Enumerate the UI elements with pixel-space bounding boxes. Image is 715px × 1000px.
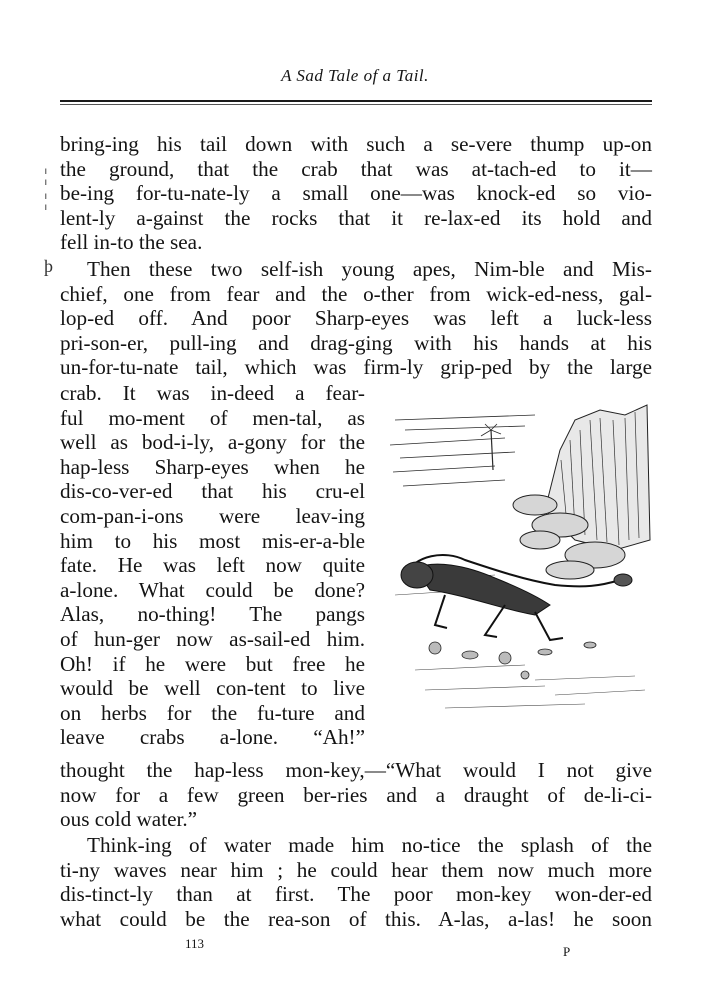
- text-line: Then these two self-ish young apes, Nim-ble and Mis-: [87, 257, 652, 281]
- text-line: hap-less Sharp-eyes when he: [60, 454, 365, 479]
- text-line: bring-ing his tail down with such a se-vere thump up-on: [60, 132, 652, 156]
- text-line: lop-ed off. And poor Sharp-eyes was left a luck-less: [60, 306, 652, 331]
- text-line: un-for-tu-nate tail, which was firm-ly grip-ped by the large: [60, 355, 652, 380]
- text-line: of hun-ger now as-sail-ed him.: [60, 626, 365, 651]
- text-line: com-pan-i-ons were leav-ing: [60, 503, 365, 528]
- paragraph-water: [60, 833, 652, 931]
- text-line: fate. He was left now quite: [60, 553, 365, 578]
- text-line: pri-son-er, pull-ing and drag-ging with his hands at his: [60, 330, 652, 355]
- text-line: ti-ny waves near him ; he could hear them now much more: [60, 857, 652, 882]
- text-line: well as bod-i-ly, a-gony for the: [60, 430, 365, 455]
- margin-mark: ¦: [44, 165, 48, 185]
- text-line: would be well con-tent to live: [60, 676, 365, 701]
- text-line: Think-ing of water made him no-tice the splash of the: [87, 833, 652, 857]
- header-rule: [60, 100, 652, 102]
- text-line: a-lone. What could be done?: [60, 577, 365, 602]
- text-line: lent-ly a-gainst the rocks that it re-lax-ed its hold and: [60, 205, 652, 230]
- paragraph-continued: [60, 132, 652, 255]
- text-line: him to his most mis-er-a-ble: [60, 528, 365, 553]
- engraving-svg: [385, 390, 655, 740]
- text-line: be-ing for-tu-nate-ly a small one—was knock-ed so vio-: [60, 181, 652, 206]
- text-line: chief, one from fear and the o-ther from wick-ed-ness, gal-: [60, 281, 652, 306]
- text-line: now for a few green ber-ries and a draught of de-li-ci-: [60, 782, 652, 807]
- header-rule-thin: [60, 104, 652, 105]
- paragraph-thought: [60, 758, 652, 832]
- text-line: the ground, that the crab that was at-tach-ed to it—: [60, 156, 652, 181]
- text-line: leave crabs a-lone. “Ah!”: [60, 725, 365, 750]
- paragraph-narrow-column: [60, 381, 365, 750]
- text-line: dis-tinct-ly than at first. The poor mon-key won-der-ed: [60, 882, 652, 907]
- text-line: fell in-to the sea.: [60, 230, 203, 255]
- text-line: Oh! if he were but free he: [60, 651, 365, 676]
- text-line: what could be the rea-son of this. A-las, a-las! he soon: [60, 906, 652, 931]
- paragraph-apes: [60, 257, 652, 380]
- text-line: ous cold water.”: [60, 807, 198, 832]
- monkey-engraving-illustration: [385, 390, 655, 740]
- text-line: ful mo-ment of men-tal, as: [60, 405, 365, 430]
- margin-mark: ¦: [44, 190, 48, 210]
- text-line: Alas, no-thing! The pangs: [60, 602, 365, 627]
- running-title: A Sad Tale of a Tail.: [281, 66, 429, 85]
- text-line: on herbs for the fu-ture and: [60, 700, 365, 725]
- signature-mark: P: [563, 944, 571, 959]
- text-line: crab. It was in-deed a fear-: [60, 381, 365, 405]
- text-line: thought the hap-less mon-key,—“What would I not give: [60, 758, 652, 782]
- page-number: 113: [185, 936, 205, 951]
- text-line: dis-co-ver-ed that his cru-el: [60, 479, 365, 504]
- paragraph-mark-icon: þ: [44, 256, 53, 276]
